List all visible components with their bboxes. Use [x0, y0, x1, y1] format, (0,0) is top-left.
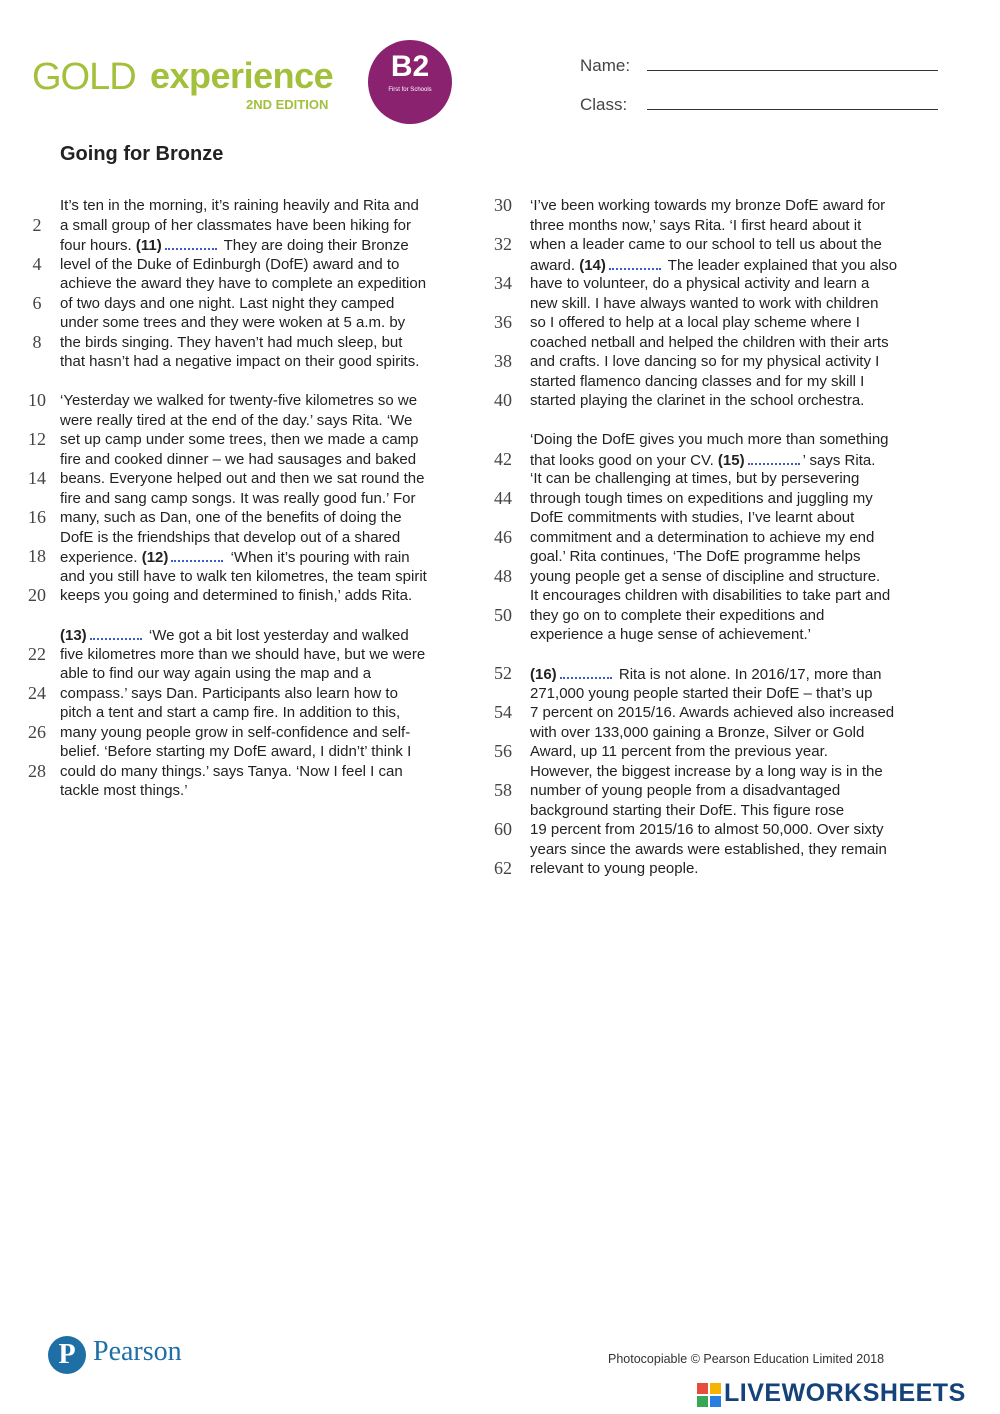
text-line	[28, 643, 480, 665]
level-badge	[368, 40, 452, 124]
line-number: 28	[28, 760, 46, 781]
text-line	[494, 526, 950, 548]
text-segment: three months now,’ says Rita. ‘I first heard about it	[530, 216, 862, 234]
line-number: 44	[494, 487, 512, 508]
text-segment: achieve the award they have to complete an expedition	[60, 275, 427, 292]
text-segment: years since the awards were established, they remain	[530, 840, 887, 858]
badge-subtitle: First for Schools	[388, 87, 432, 93]
text-line	[28, 721, 480, 743]
paragraph-break	[530, 411, 950, 431]
text-line	[530, 801, 950, 821]
text-line	[494, 390, 950, 411]
text-line	[60, 625, 480, 645]
text-line	[60, 274, 480, 294]
text-segment: goal.’ Rita continues, ‘The DofE programme helps	[530, 548, 861, 565]
text-line	[530, 723, 950, 743]
line-number: 4	[32, 253, 42, 274]
text-line	[494, 487, 950, 509]
text-segment: number of young people from a disadvantaged	[530, 782, 841, 799]
text-segment: a small group of her classmates have been hiking for	[60, 216, 412, 234]
text-segment: were really tired at the end of the day.’ says Rita. ‘We	[60, 411, 413, 429]
text-line	[494, 312, 950, 333]
gap-number: (13)	[60, 627, 87, 644]
text-segment: have to volunteer, do a physical activity and learn a	[530, 275, 870, 292]
text-segment: ‘When it’s pouring with rain	[226, 549, 410, 566]
text-segment: of two days and one night. Last night they camped	[60, 294, 395, 312]
text-segment: they go on to complete their expeditions and	[530, 606, 825, 624]
answer-gap-16[interactable]	[560, 664, 612, 679]
text-line	[28, 682, 480, 704]
text-line	[530, 625, 950, 645]
answer-gap-14[interactable]	[609, 255, 661, 270]
class-field-line[interactable]	[647, 109, 938, 110]
text-segment: The leader explained that you also	[663, 256, 898, 274]
answer-gap-15[interactable]	[748, 450, 800, 465]
text-line	[28, 507, 480, 528]
text-line	[28, 546, 480, 567]
line-number: 52	[494, 663, 512, 683]
line-number: 54	[494, 702, 512, 722]
text-segment: DofE commitments with studies, I’ve learnt about	[530, 509, 855, 526]
text-segment: and you still have to walk ten kilometres, the team spirit	[60, 567, 427, 585]
line-number: 18	[28, 546, 46, 566]
text-segment: started playing the clarinet in the school orchestra.	[530, 392, 865, 409]
text-line	[32, 331, 480, 353]
liveworksheets-logo-icon	[697, 1383, 721, 1407]
text-line	[494, 702, 950, 723]
text-segment: ‘Yesterday we walked for twenty-five kilometres so we	[60, 392, 418, 409]
text-segment: started flamenco dancing classes and for my skill I	[530, 372, 865, 390]
gap-number: (11)	[135, 237, 162, 254]
text-segment: set up camp under some trees, then we made a camp	[60, 431, 419, 448]
paragraph-break	[530, 645, 950, 665]
name-field-line[interactable]	[647, 70, 938, 71]
text-segment: compass.’ says Dan. Participants also learn how to	[60, 684, 398, 702]
text-line	[530, 333, 950, 353]
text-segment: relevant to young people.	[530, 860, 699, 877]
text-line	[494, 351, 950, 372]
text-line	[530, 372, 950, 392]
line-number: 24	[28, 682, 46, 703]
name-label: Name:	[580, 56, 631, 75]
line-number: 14	[28, 468, 46, 488]
text-segment: that hasn’t had a negative impact on their good spirits.	[60, 353, 420, 370]
logo-gold-text: GOLD	[32, 56, 136, 98]
text-line	[530, 684, 950, 704]
text-segment: keeps you going and determined to finish,’ adds Rita.	[60, 587, 413, 604]
text-line	[32, 292, 480, 314]
text-line	[530, 586, 950, 606]
text-segment: award.	[530, 256, 580, 274]
logo-block	[697, 1396, 708, 1407]
text-line	[494, 604, 950, 626]
text-line	[494, 663, 950, 684]
text-line	[494, 234, 950, 255]
line-number: 58	[494, 780, 512, 800]
pearson-wordmark: Pearson	[93, 1336, 182, 1367]
text-line	[494, 565, 950, 587]
logo-block	[710, 1383, 721, 1394]
text-line	[60, 313, 480, 333]
text-segment: However, the biggest increase by a long way is in the	[530, 762, 883, 780]
text-segment: Rita is not alone. In 2016/17, more than	[614, 666, 882, 683]
text-segment: ‘I’ve been working towards my bronze DofE award for	[530, 197, 886, 214]
class-label: Class:	[580, 95, 628, 114]
line-number: 62	[494, 858, 512, 878]
logo-block	[697, 1383, 708, 1394]
text-line	[494, 195, 950, 216]
text-line	[494, 780, 950, 801]
text-segment: DofE is the friendships that develop out of a shared	[60, 528, 401, 546]
text-segment: commitment and a determination to achieve my end	[530, 528, 875, 546]
logo-block	[710, 1396, 721, 1407]
text-line	[494, 741, 950, 762]
text-segment: pitch a tent and start a camp fire. In addition to this,	[60, 704, 401, 721]
text-line	[60, 352, 480, 372]
text-segment: It encourages children with disabilities to take part and	[530, 587, 891, 604]
page-title: Going for Bronze	[60, 143, 224, 165]
text-segment: background starting their DofE. This figure rose	[530, 801, 845, 819]
logo-edition-text: 2ND EDITION	[246, 97, 329, 112]
text-line	[530, 547, 950, 567]
logo-experience-text: experience	[150, 55, 334, 96]
text-line	[60, 567, 480, 587]
line-number: 38	[494, 351, 512, 371]
text-segment: five kilometres more than we should have, but we were	[60, 645, 426, 663]
text-segment: level of the Duke of Edinburgh (DofE) award and to	[60, 255, 400, 273]
text-segment: the birds singing. They haven’t had much sleep, but	[60, 333, 403, 351]
text-line	[60, 450, 480, 470]
paragraph-break	[60, 606, 480, 626]
text-segment: new skill. I have always wanted to work with children	[530, 294, 879, 312]
text-line	[60, 411, 480, 431]
line-number: 40	[494, 390, 512, 410]
text-line	[28, 760, 480, 782]
text-line	[32, 253, 480, 275]
text-line	[32, 214, 480, 236]
answer-gap-13[interactable]	[90, 625, 142, 640]
text-line	[530, 294, 950, 314]
text-segment: ‘We got a bit lost yesterday and walked	[144, 627, 409, 644]
text-column-left	[28, 196, 480, 801]
text-line	[494, 448, 950, 470]
text-line	[28, 429, 480, 450]
text-segment: beans. Everyone helped out and then we sat round the	[60, 470, 425, 487]
answer-gap-12[interactable]	[171, 547, 223, 562]
text-line	[28, 390, 480, 411]
text-line	[494, 819, 950, 840]
line-number: 32	[494, 234, 512, 254]
gap-number: (16)	[530, 666, 557, 683]
text-line	[60, 664, 480, 684]
line-number: 56	[494, 741, 512, 761]
text-line	[60, 742, 480, 762]
text-line	[530, 762, 950, 782]
line-number: 34	[494, 273, 512, 293]
text-segment: could do many things.’ says Tanya. ‘Now I feel I can	[60, 762, 403, 780]
text-segment: that looks good on your CV.	[530, 451, 718, 469]
paragraph-break	[60, 372, 480, 392]
text-segment: when a leader came to our school to tell us about the	[530, 236, 882, 253]
liveworksheets-wordmark: LIVEWORKSHEETS	[724, 1379, 966, 1407]
line-number: 42	[494, 448, 512, 469]
line-number: 48	[494, 565, 512, 586]
text-segment: young people get a sense of discipline and structure.	[530, 567, 881, 585]
line-number: 46	[494, 526, 512, 547]
text-segment: coached netball and helped the children with their arts	[530, 333, 889, 351]
text-line	[60, 703, 480, 723]
badge-level: B2	[390, 50, 430, 83]
text-column-right	[494, 195, 950, 879]
line-number: 36	[494, 312, 512, 332]
text-segment: 19 percent from 2015/16 to almost 50,000. Over sixty	[530, 821, 884, 838]
text-segment: through tough times on expeditions and juggling my	[530, 489, 873, 507]
text-segment: many young people grow in self-confidence and self-	[60, 723, 411, 741]
text-segment: experience.	[60, 549, 142, 566]
text-segment: many, such as Dan, one of the benefits of doing the	[60, 509, 402, 526]
line-number: 30	[494, 195, 512, 215]
line-number: 20	[28, 585, 46, 605]
text-segment: experience a huge sense of achievement.’	[530, 626, 812, 643]
text-segment: 7 percent on 2015/16. Awards achieved also increased	[530, 704, 895, 721]
gap-number: (15)	[717, 451, 745, 469]
answer-gap-11[interactable]	[165, 235, 217, 250]
text-segment: It’s ten in the morning, it’s raining heavily and Rita and	[60, 197, 419, 214]
text-segment: able to find our way again using the map and a	[60, 665, 372, 682]
line-number: 50	[494, 604, 512, 625]
text-segment: under some trees and they were woken at 5 a.m. by	[60, 314, 406, 331]
gap-number: (12)	[141, 549, 169, 566]
text-segment: ‘Doing the DofE gives you much more than something	[530, 431, 889, 448]
line-number: 12	[28, 429, 46, 449]
text-segment: Award, up 11 percent from the previous year.	[530, 743, 828, 760]
text-line	[60, 196, 480, 216]
text-segment: fire and sang camp songs. It was really good fun.’ For	[60, 489, 416, 507]
text-segment: They are doing their Bronze	[219, 237, 409, 254]
text-line	[530, 469, 950, 489]
line-number: 10	[28, 390, 46, 410]
text-segment: ‘It can be challenging at times, but by persevering	[530, 470, 860, 487]
text-line	[530, 430, 950, 450]
text-segment: tackle most things.’	[60, 782, 188, 799]
text-line	[530, 508, 950, 528]
line-number: 8	[32, 331, 42, 352]
text-line	[530, 840, 950, 860]
line-number: 60	[494, 819, 512, 839]
text-segment: fire and cooked dinner – we had sausages and baked	[60, 450, 417, 468]
text-segment: so I offered to help at a local play scheme where I	[530, 314, 860, 331]
text-line	[60, 528, 480, 548]
text-segment: four hours.	[60, 237, 136, 254]
text-line	[60, 489, 480, 509]
text-line	[530, 255, 950, 275]
text-segment: with over 133,000 gaining a Bronze, Silver or Gold	[530, 723, 865, 741]
line-number: 16	[28, 507, 46, 527]
line-number: 6	[32, 292, 42, 313]
text-line	[494, 273, 950, 294]
text-line	[60, 781, 480, 801]
text-line	[530, 216, 950, 236]
line-number: 2	[32, 214, 42, 235]
text-line	[494, 858, 950, 879]
line-number: 22	[28, 643, 46, 664]
text-segment: belief. ‘Before starting my DofE award, I didn’t’ think I	[60, 743, 412, 760]
text-segment: and crafts. I love dancing so for my physical activity I	[530, 353, 880, 370]
text-segment: 271,000 young people started their DofE – that’s up	[530, 684, 873, 702]
gap-number: (14)	[579, 256, 606, 274]
text-segment: ’ says Rita.	[802, 451, 876, 469]
text-line	[28, 468, 480, 489]
pearson-logo-icon: P	[48, 1336, 86, 1374]
copyright-notice: Photocopiable © Pearson Education Limited 2018	[608, 1352, 885, 1366]
line-number: 26	[28, 721, 46, 742]
text-line	[60, 235, 480, 255]
text-line	[28, 585, 480, 606]
